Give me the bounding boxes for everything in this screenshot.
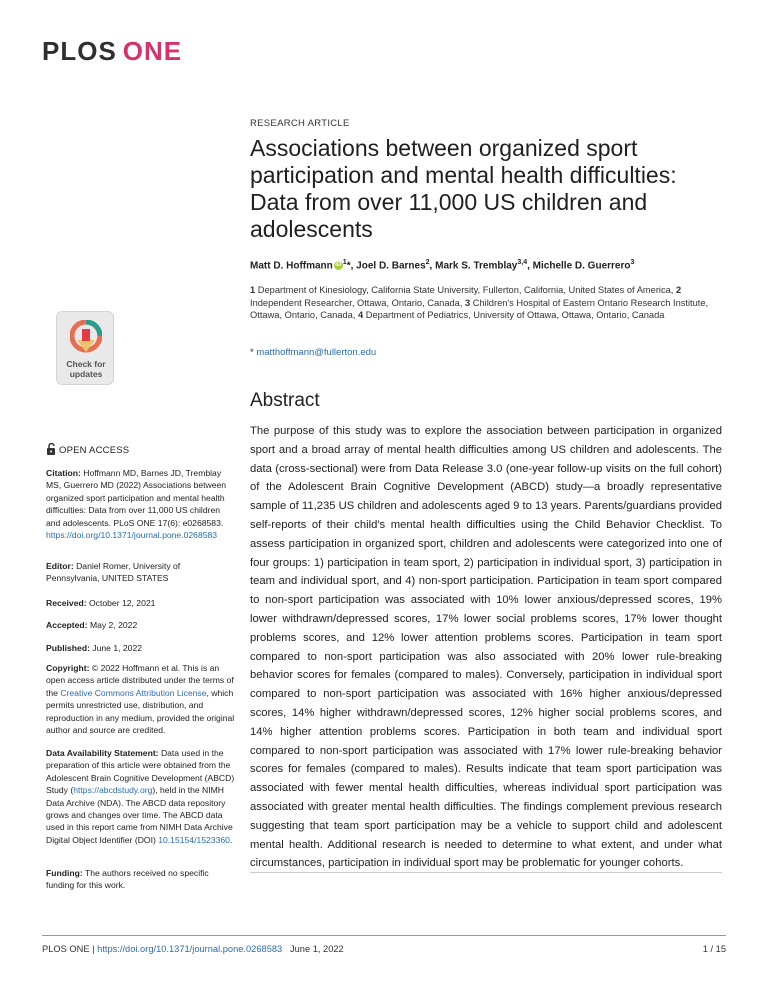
accepted-label: Accepted: bbox=[46, 620, 88, 630]
data-availability-label: Data Availability Statement: bbox=[46, 748, 159, 758]
copyright-text-end: , which permits unrestricted use, distribution, and reproduction in any medium, provided the original author and source are credited. bbox=[46, 687, 235, 736]
affil-num: 2 bbox=[675, 285, 682, 295]
affil-num: 4 bbox=[358, 310, 364, 320]
corresponding-mark: * bbox=[346, 260, 351, 272]
footer-divider bbox=[42, 935, 726, 936]
received-block bbox=[46, 597, 236, 609]
accepted-date: May 2, 2022 bbox=[89, 620, 138, 630]
journal-logo bbox=[42, 36, 182, 67]
editor-block bbox=[46, 560, 236, 585]
affil-text: Independent Researcher, Ottawa, Ontario, Canada, bbox=[250, 297, 463, 308]
license-link[interactable]: Creative Commons Attribution License bbox=[60, 687, 207, 698]
published-date: June 1, 2022 bbox=[92, 643, 143, 653]
article-type: RESEARCH ARTICLE bbox=[250, 118, 350, 129]
copyright-block bbox=[46, 662, 236, 736]
author-affil: 3,4 bbox=[517, 259, 528, 266]
badge-label bbox=[57, 360, 115, 379]
affiliations bbox=[250, 284, 710, 322]
open-lock-icon bbox=[46, 443, 56, 455]
funding-label: Funding: bbox=[46, 868, 83, 878]
author-name[interactable]: Matt D. Hoffmann bbox=[250, 260, 333, 272]
abstract-divider bbox=[250, 872, 722, 873]
author-name[interactable]: Mark S. Tremblay bbox=[435, 260, 518, 272]
article-title: Associations between organized sport participation and mental health difficulties: Data from over 11,000 US children and adolescents bbox=[250, 135, 677, 242]
corresponding-email-link[interactable]: matthoffmann@fullerton.edu bbox=[256, 347, 377, 358]
open-access-label bbox=[46, 443, 129, 456]
footer-doi-link[interactable]: https://doi.org/10.1371/journal.pone.0268583 bbox=[97, 944, 283, 954]
badge-line1: Check for bbox=[66, 359, 106, 369]
footer-journal: PLOS ONE bbox=[42, 944, 90, 954]
orcid-icon[interactable]: iD bbox=[335, 262, 342, 269]
affil-num: 1 bbox=[250, 285, 256, 295]
citation-label: Citation: bbox=[46, 468, 81, 478]
funding-text: The authors received no specific funding for this work. bbox=[46, 868, 209, 891]
received-label: Received: bbox=[46, 598, 87, 608]
footer-date: June 1, 2022 bbox=[289, 944, 344, 954]
data-availability-text: Data used in the preparation of this article were obtained from the Adolescent Brain Cognitive Development (ABCD) Study ( bbox=[46, 748, 235, 796]
abstract-heading: Abstract bbox=[250, 390, 320, 411]
corresponding-mark: * bbox=[250, 347, 254, 358]
affil-num: 3 bbox=[465, 297, 471, 308]
published-label: Published: bbox=[46, 643, 90, 653]
published-block bbox=[46, 642, 236, 654]
check-for-updates-badge[interactable] bbox=[56, 311, 114, 385]
affil-text: Children's Hospital of Eastern Ontario Research Institute, Ottawa, Ontario, Canada, bbox=[250, 297, 709, 320]
page-footer bbox=[42, 944, 344, 954]
citation-doi-link[interactable]: https://doi.org/10.1371/journal.pone.0268583 bbox=[46, 530, 218, 541]
received-date: October 12, 2021 bbox=[89, 598, 156, 608]
funding-block bbox=[46, 867, 236, 892]
editor-text: Daniel Romer, University of Pennsylvania, UNITED STATES bbox=[46, 561, 181, 584]
author-affil: 3 bbox=[630, 259, 635, 266]
copyright-label: Copyright: bbox=[46, 663, 90, 673]
author-name[interactable]: Michelle D. Guerrero bbox=[532, 260, 631, 272]
affil-text: Department of Pediatrics, University of Ottawa, Ottawa, Ontario, Canada bbox=[365, 310, 665, 320]
data-doi-link[interactable]: 10.15154/1523360 bbox=[158, 834, 230, 845]
accepted-block bbox=[46, 619, 236, 631]
logo-plos: PLOS bbox=[42, 36, 117, 66]
author-affil: 2 bbox=[425, 259, 430, 266]
copyright-text: © 2022 Hoffmann et al. This is an open access article distributed under the terms of the bbox=[46, 663, 234, 698]
affil-text: Department of Kinesiology, California State University, Fullerton, California, United States of America, bbox=[257, 285, 674, 295]
logo-one: ONE bbox=[122, 36, 183, 66]
abcd-study-link[interactable]: https://abcdstudy.org bbox=[73, 785, 153, 796]
open-access-text: OPEN ACCESS bbox=[59, 445, 130, 456]
badge-line2: updates bbox=[69, 368, 103, 379]
footer-separator: | bbox=[92, 944, 95, 954]
citation-block bbox=[46, 467, 236, 541]
abstract-text: The purpose of this study was to explore the association between participation in organized sport and a broad array of mental health difficulties among US children and adolescents. The data (cross-sectional) were from Data Release 3.0 (one-year follow-up visits on the full cohort) of the Adolescent Brain Cognitive Development (ABCD) study—a broadly representative sample of 11,235 US children and adolescents aged 9 to 13 years. Parents/guardians provided self-reports of their child's mental health difficulties using the Child Behavior Checklist. To assess participation in organized sport, children and adolescents were categorized into one of four groups: 1) participation in team sport, 2) participation in individual sport, 3) participation in team and individual sport, and 4) non-sport participation. Participation in team sport compared to non-sport participation was associated with 10% lower anxious/depressed scores, 19% lower withdrawn/depressed scores, 17% lower social problems scores, 17% lower thought problems scores, and 12% lower attention problems scores. Participation in team sport compared to non-sport participation was also associated with 20% lower rule-breaking behavior scores for females (compared to males). Conversely, participation in individual sport compared to non-sport participation was associated with 16% higher anxious/depressed scores, 14% higher withdrawn/depressed scores, 12% higher social problems scores, and 14% higher attention problems scores. Participation in both team and individual sport compared to non-sport participation was associated with 17% lower rule-breaking behavior scores for females (compared to males). Results indicate that team sport participation was associated with fewer mental health difficulties, whereas individual sport participation was associated with greater mental health difficulties. The findings complement previous research suggesting that team sport participation may be a vehicle to support child and adolescent mental health. Additional research is needed to determine to what extent, and under what circumstances, participation in individual sport may be problematic for younger cohorts. bbox=[250, 425, 722, 870]
data-availability-text-end: ), held in the NIMH Data Archive (NDA). The ABCD data repository grows and changes over time. The ABCD data used in this report came from NIMH Data Archive Digital Object Identifier (DOI) bbox=[46, 785, 233, 845]
editor-label: Editor: bbox=[46, 561, 74, 571]
author-list: Matt D. Hoffmann iD $^1$*, Joel D. Barnes$^2$, Mark S. Tremblay$^{3,4}$, Michelle D. Guerrero$^3$ bbox=[250, 259, 635, 272]
page-number: 1 / 15 bbox=[702, 944, 726, 954]
author-name[interactable]: Joel D. Barnes bbox=[356, 260, 426, 272]
author-affil: 1 bbox=[342, 259, 347, 266]
data-availability-block: Data Availability Statement: Data used in the preparation of this article were obtained from the Adolescent Brain Cognitive Development (ABCD) Study (https://abcdstudy.org), held in the NIMH Data Archive (NDA). The ABCD data repository grows and changes over time. The ABCD data used in this report came from NIMH Data Archive Digital Object Identifier (DOI) 10.15154/1523360. bbox=[46, 748, 235, 845]
citation-text: Hoffmann MD, Barnes JD, Tremblay MS, Guerrero MD (2022) Associations between organized sport participation and mental health difficulties: Data from over 11,000 US children and adolescents. PLoS ONE 17(6): e0268583. bbox=[46, 468, 227, 528]
corresponding-author bbox=[250, 347, 376, 358]
crossmark-icon bbox=[70, 320, 102, 358]
